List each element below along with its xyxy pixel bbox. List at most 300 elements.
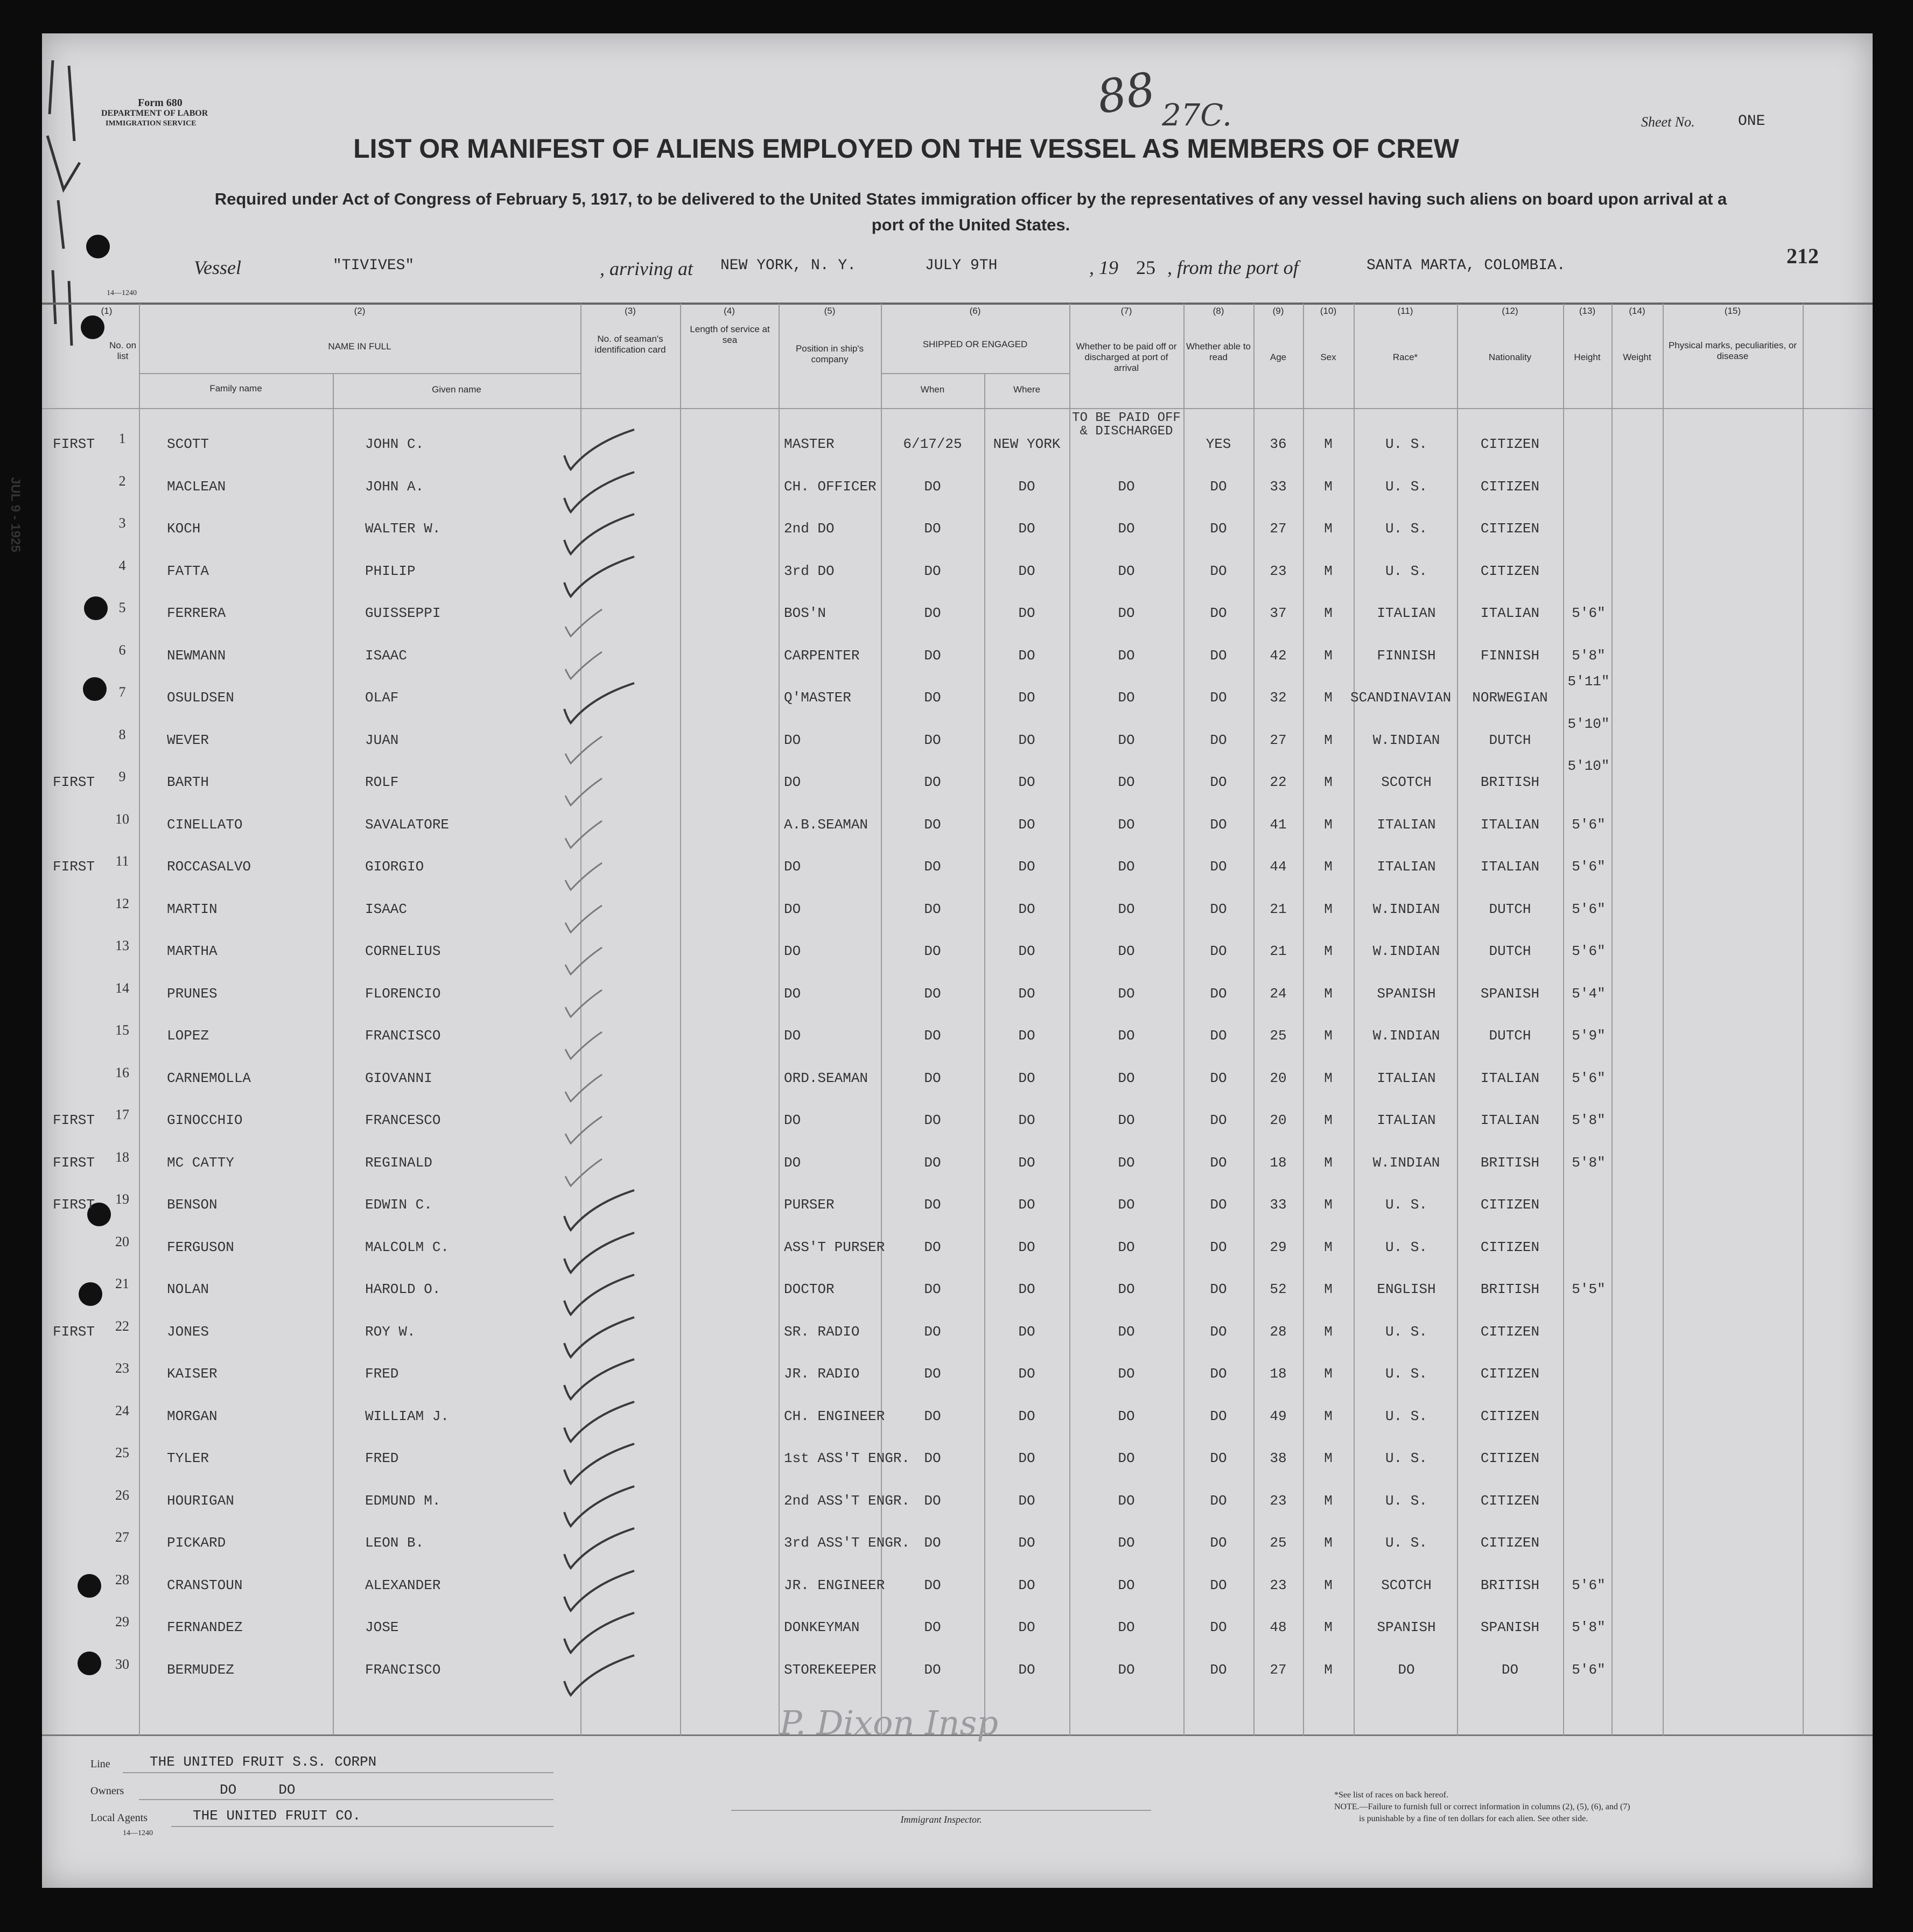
- height: 5'6": [1572, 943, 1606, 959]
- family-name: TYLER: [167, 1450, 209, 1466]
- col-num: (1): [101, 306, 113, 316]
- nationality: CITIZEN: [1480, 1408, 1540, 1424]
- col-num: (9): [1272, 306, 1284, 316]
- sex: M: [1324, 859, 1333, 875]
- row-number: 29: [115, 1614, 129, 1629]
- first-class-mark: FIRST: [53, 1112, 95, 1128]
- position: DO: [784, 943, 801, 959]
- family-name: NEWMANN: [167, 647, 226, 664]
- paid-off: DO: [1118, 774, 1135, 790]
- inspector-label: Immigrant Inspector.: [900, 1814, 982, 1825]
- shipped-when: DO: [924, 690, 941, 706]
- crew-row: [42, 895, 1873, 943]
- given-name: JUAN: [365, 732, 399, 748]
- penalty-note-1: NOTE.—Failure to furnish full or correct information in columns (2), (5), (6), and (7): [1334, 1802, 1630, 1811]
- shipped-when: DO: [924, 1070, 941, 1086]
- row-number: 23: [115, 1360, 129, 1376]
- position: A.B.SEAMAN: [784, 816, 868, 833]
- inspector-signature: P. Dixon Insp: [780, 1703, 998, 1743]
- id-card-checkmark: [559, 808, 645, 856]
- shipped-when: DO: [924, 901, 941, 917]
- shipped-where: DO: [1018, 1323, 1035, 1340]
- nationality: CITIZEN: [1480, 436, 1540, 452]
- able-to-read: DO: [1210, 901, 1227, 917]
- race: ITALIAN: [1377, 605, 1436, 621]
- shipped-when: DO: [924, 1154, 941, 1171]
- crew-row: [42, 1064, 1873, 1112]
- manifest-sheet: [8, 33, 1873, 1888]
- sex: M: [1324, 1492, 1333, 1509]
- sex: M: [1324, 1323, 1333, 1340]
- age: 20: [1270, 1070, 1287, 1086]
- shipped-when: DO: [924, 1323, 941, 1340]
- col-num: (13): [1579, 306, 1596, 316]
- age: 25: [1270, 1028, 1287, 1044]
- position: CH. OFFICER: [784, 478, 877, 495]
- race: U. S.: [1385, 1239, 1427, 1255]
- given-name: OLAF: [365, 690, 399, 706]
- paid-off: DO: [1118, 985, 1135, 1002]
- age: 18: [1270, 1366, 1287, 1382]
- crew-row: [42, 853, 1873, 901]
- col-num: (10): [1320, 306, 1337, 316]
- able-to-read: DO: [1210, 1112, 1227, 1128]
- paid-off: DO: [1118, 901, 1135, 917]
- handwritten-number: 88: [1093, 62, 1159, 124]
- position: JR. RADIO: [784, 1366, 860, 1382]
- position: 2nd DO: [784, 521, 835, 537]
- given-name: PHILIP: [365, 563, 416, 579]
- height: 5'6": [1572, 605, 1606, 621]
- able-to-read: DO: [1210, 1450, 1227, 1466]
- crew-row: [42, 1614, 1873, 1661]
- shipped-where: DO: [1018, 1492, 1035, 1509]
- race: SCOTCH: [1381, 1577, 1432, 1593]
- from-label: , from the port of: [1167, 257, 1299, 278]
- paid-off: DO: [1118, 1154, 1135, 1171]
- id-card-checkmark: [559, 512, 645, 560]
- age: 18: [1270, 1154, 1287, 1171]
- id-card-checkmark: [559, 1104, 645, 1152]
- given-name: FLORENCIO: [365, 985, 441, 1002]
- paid-off: DO: [1118, 732, 1135, 748]
- age: 48: [1270, 1619, 1287, 1635]
- shipped-where: DO: [1018, 1619, 1035, 1635]
- age: 32: [1270, 690, 1287, 706]
- shipped-when: DO: [924, 732, 941, 748]
- col-head-paid-off: Whether to be paid off or discharged at port of arrival: [1076, 341, 1177, 373]
- family-name: CRANSTOUN: [167, 1577, 243, 1593]
- nationality: BRITISH: [1480, 774, 1540, 790]
- crew-row: [42, 1529, 1873, 1577]
- paid-off: DO: [1118, 1281, 1135, 1297]
- id-card-checkmark: [559, 765, 645, 814]
- height: 5'8": [1572, 647, 1606, 664]
- family-name: FERRERA: [167, 605, 226, 621]
- row-number: 11: [115, 853, 129, 869]
- arrival-date: JULY 9TH: [925, 257, 998, 274]
- paid-off: DO: [1118, 1323, 1135, 1340]
- row-number: 17: [115, 1107, 129, 1122]
- id-card-checkmark: [559, 1569, 645, 1617]
- given-name: ROY W.: [365, 1323, 416, 1340]
- crew-row: [42, 411, 1873, 478]
- height: 5'6": [1572, 1070, 1606, 1086]
- paid-off: DO: [1118, 816, 1135, 833]
- race: U. S.: [1385, 478, 1427, 495]
- id-card-checkmark: [559, 850, 645, 898]
- page-title: LIST OR MANIFEST OF ALIENS EMPLOYED ON THE VESSEL AS MEMBERS OF CREW: [353, 134, 1459, 164]
- sex: M: [1324, 1577, 1333, 1593]
- position: DO: [784, 1028, 801, 1044]
- shipped-where: DO: [1018, 647, 1035, 664]
- height: 5'10": [1567, 715, 1610, 732]
- age: 28: [1270, 1323, 1287, 1340]
- paid-off: DO: [1118, 1070, 1135, 1086]
- crew-row: [42, 1107, 1873, 1154]
- age: 41: [1270, 816, 1287, 833]
- able-to-read: DO: [1210, 1661, 1227, 1678]
- col-head-id-card: No. of seaman's identification card: [594, 334, 666, 355]
- given-name: WALTER W.: [365, 521, 441, 537]
- id-card-checkmark: [559, 1400, 645, 1448]
- col-head-length: Length of service at sea: [690, 324, 770, 345]
- height: 5'6": [1572, 816, 1606, 833]
- shipped-where: DO: [1018, 985, 1035, 1002]
- race: U. S.: [1385, 1450, 1427, 1466]
- given-name: GIORGIO: [365, 859, 424, 875]
- crew-row: [42, 557, 1873, 605]
- id-card-checkmark: [559, 1442, 645, 1490]
- sex: M: [1324, 1112, 1333, 1128]
- height: 5'11": [1567, 673, 1610, 690]
- col-head-name: NAME IN FULL: [328, 341, 391, 352]
- shipped-where: DO: [1018, 1535, 1035, 1551]
- nationality: NORWEGIAN: [1472, 690, 1548, 706]
- id-card-checkmark: [559, 596, 645, 645]
- race: SCANDINAVIAN: [1350, 690, 1452, 706]
- shipped-where: DO: [1018, 732, 1035, 748]
- given-name: SAVALATORE: [365, 816, 450, 833]
- family-name: ROCCASALVO: [167, 859, 251, 875]
- nationality: CITIZEN: [1480, 1239, 1540, 1255]
- position: 1st ASS'T ENGR.: [784, 1450, 910, 1466]
- paid-off: DO: [1118, 1028, 1135, 1044]
- shipped-when: DO: [924, 985, 941, 1002]
- able-to-read: DO: [1210, 732, 1227, 748]
- age: 23: [1270, 1577, 1287, 1593]
- nationality: CITIZEN: [1480, 478, 1540, 495]
- family-name: FATTA: [167, 563, 209, 579]
- col-num: (14): [1629, 306, 1645, 316]
- height: 5'5": [1572, 1281, 1606, 1297]
- shipped-when: DO: [924, 563, 941, 579]
- family-name: BERMUDEZ: [167, 1661, 234, 1678]
- paid-off: DO: [1118, 647, 1135, 664]
- form-label: Form 680: [138, 97, 183, 109]
- id-card-checkmark: [559, 1484, 645, 1533]
- age: 52: [1270, 1281, 1287, 1297]
- row-number: 16: [115, 1064, 129, 1080]
- race: U. S.: [1385, 1323, 1427, 1340]
- nationality: BRITISH: [1480, 1281, 1540, 1297]
- row-number: 13: [115, 938, 129, 953]
- age: 44: [1270, 859, 1287, 875]
- nationality: CITIZEN: [1480, 1492, 1540, 1509]
- family-name: MC CATTY: [167, 1154, 234, 1171]
- position: SR. RADIO: [784, 1323, 860, 1340]
- age: 23: [1270, 1492, 1287, 1509]
- shipped-where: DO: [1018, 1154, 1035, 1171]
- shipped-where: DO: [1018, 1239, 1035, 1255]
- service-label: IMMIGRATION SERVICE: [106, 120, 197, 128]
- col-head-position: Position in ship's company: [795, 343, 864, 364]
- paid-off: DO: [1118, 1661, 1135, 1678]
- table-top-rule: [42, 303, 1873, 305]
- able-to-read: DO: [1210, 647, 1227, 664]
- able-to-read: DO: [1210, 690, 1227, 706]
- sex: M: [1324, 647, 1333, 664]
- given-name: FRANCISCO: [365, 1661, 441, 1678]
- able-to-read: DO: [1210, 1619, 1227, 1635]
- shipped-when: DO: [924, 1112, 941, 1128]
- nationality: BRITISH: [1480, 1577, 1540, 1593]
- position: 3rd ASS'T ENGR.: [784, 1535, 910, 1551]
- family-name: MARTIN: [167, 901, 218, 917]
- sex: M: [1324, 1450, 1333, 1466]
- able-to-read: DO: [1210, 816, 1227, 833]
- age: 22: [1270, 774, 1287, 790]
- shipped-when: DO: [924, 521, 941, 537]
- races-note: *See list of races on back hereof.: [1334, 1790, 1448, 1800]
- nationality: ITALIAN: [1480, 1070, 1540, 1086]
- able-to-read: DO: [1210, 521, 1227, 537]
- sex: M: [1324, 1366, 1333, 1382]
- paid-off: DO: [1118, 605, 1135, 621]
- able-to-read: DO: [1210, 943, 1227, 959]
- crew-row: [42, 1445, 1873, 1492]
- row-number: 8: [118, 726, 126, 742]
- shipped-where: DO: [1018, 1112, 1035, 1128]
- arriving-label: , arriving at: [600, 258, 693, 279]
- nationality: DO: [1501, 1661, 1519, 1678]
- id-card-checkmark: [559, 1653, 645, 1702]
- sex: M: [1324, 1070, 1333, 1086]
- id-card-checkmark: [559, 1146, 645, 1195]
- family-name: BENSON: [167, 1197, 218, 1213]
- line-label: Line: [90, 1758, 110, 1770]
- shipped-where: DO: [1018, 563, 1035, 579]
- shipped-when: DO: [924, 647, 941, 664]
- sex: M: [1324, 1281, 1333, 1297]
- id-card-checkmark: [559, 1526, 645, 1575]
- row-number: 26: [115, 1487, 129, 1503]
- shipped-when: DO: [924, 1450, 941, 1466]
- line-value: THE UNITED FRUIT S.S. CORPN: [150, 1754, 377, 1770]
- id-card-checkmark: [559, 1273, 645, 1321]
- age: 36: [1270, 436, 1287, 452]
- sex: M: [1324, 1197, 1333, 1213]
- paid-off: DO: [1118, 563, 1135, 579]
- able-to-read: DO: [1210, 1070, 1227, 1086]
- sex: M: [1324, 521, 1333, 537]
- given-name: CORNELIUS: [365, 943, 441, 959]
- height: 5'6": [1572, 859, 1606, 875]
- shipped-when: DO: [924, 1197, 941, 1213]
- id-card-checkmark: [559, 1188, 645, 1237]
- sex: M: [1324, 563, 1333, 579]
- row-number: 3: [118, 515, 126, 531]
- id-card-checkmark: [559, 639, 645, 687]
- family-name: PICKARD: [167, 1535, 226, 1551]
- position: PURSER: [784, 1197, 835, 1213]
- able-to-read: DO: [1210, 1535, 1227, 1551]
- race: U. S.: [1385, 436, 1427, 452]
- footer-rule: [171, 1826, 553, 1827]
- nationality: SPANISH: [1480, 985, 1540, 1002]
- arrival-port: NEW YORK, N. Y.: [720, 257, 857, 274]
- paid-off: DO: [1118, 859, 1135, 875]
- race: ENGLISH: [1377, 1281, 1436, 1297]
- family-name: HOURIGAN: [167, 1492, 234, 1509]
- family-name: NOLAN: [167, 1281, 209, 1297]
- age: 29: [1270, 1239, 1287, 1255]
- footer-rule: [123, 1772, 553, 1773]
- col-head-given: Given name: [432, 384, 481, 395]
- position: DO: [784, 1112, 801, 1128]
- race: U. S.: [1385, 521, 1427, 537]
- age: 24: [1270, 985, 1287, 1002]
- arrival-year: 25: [1136, 257, 1155, 278]
- able-to-read: DO: [1210, 985, 1227, 1002]
- family-name: JONES: [167, 1323, 209, 1340]
- race: W.INDIAN: [1372, 901, 1440, 917]
- position: DOCTOR: [784, 1281, 835, 1297]
- able-to-read: DO: [1210, 1154, 1227, 1171]
- col-head-race: Race*: [1392, 352, 1418, 362]
- age: 25: [1270, 1535, 1287, 1551]
- able-to-read: DO: [1210, 1281, 1227, 1297]
- nationality: BRITISH: [1480, 1154, 1540, 1171]
- age: 38: [1270, 1450, 1287, 1466]
- sex: M: [1324, 901, 1333, 917]
- row-number: 24: [115, 1402, 129, 1418]
- id-card-checkmark: [559, 935, 645, 983]
- shipped-when: DO: [924, 1661, 941, 1678]
- position: DO: [784, 901, 801, 917]
- col-head-when: When: [920, 384, 945, 395]
- able-to-read: DO: [1210, 478, 1227, 495]
- position: DO: [784, 859, 801, 875]
- position: DO: [784, 774, 801, 790]
- family-name: KAISER: [167, 1366, 218, 1382]
- given-name: LEON B.: [365, 1535, 424, 1551]
- row-number: 27: [115, 1529, 129, 1545]
- position: CARPENTER: [784, 647, 860, 664]
- paid-off: DO: [1118, 1450, 1135, 1466]
- nationality: CITIZEN: [1480, 1366, 1540, 1382]
- col-head-shipped: SHIPPED OR ENGAGED: [922, 339, 1028, 349]
- shipped-where: DO: [1018, 859, 1035, 875]
- race: SPANISH: [1377, 985, 1436, 1002]
- row-number: 25: [115, 1445, 129, 1460]
- col-num: (15): [1724, 306, 1741, 316]
- able-to-read: DO: [1210, 563, 1227, 579]
- age: 42: [1270, 647, 1287, 664]
- paid-off: DO: [1118, 1577, 1135, 1593]
- shipped-where: DO: [1018, 1070, 1035, 1086]
- nationality: FINNISH: [1480, 647, 1540, 664]
- col-head-age: Age: [1270, 352, 1287, 362]
- given-name: GUISSEPPI: [365, 605, 441, 621]
- id-card-checkmark: [559, 977, 645, 1025]
- race: U. S.: [1385, 1492, 1427, 1509]
- shipped-when: DO: [924, 478, 941, 495]
- position: ORD.SEAMAN: [784, 1070, 868, 1086]
- race: U. S.: [1385, 1197, 1427, 1213]
- given-name: FRANCISCO: [365, 1028, 441, 1044]
- race: DO: [1398, 1661, 1415, 1678]
- shipped-where: DO: [1018, 901, 1035, 917]
- position: 2nd ASS'T ENGR.: [784, 1492, 910, 1509]
- able-to-read: DO: [1210, 1323, 1227, 1340]
- crew-row: [42, 1402, 1873, 1450]
- age: 33: [1270, 1197, 1287, 1213]
- col-head-marks: Physical marks, peculiarities, or disease: [1668, 340, 1797, 361]
- race: SPANISH: [1377, 1619, 1436, 1635]
- age: 49: [1270, 1408, 1287, 1424]
- shipped-when: DO: [924, 1492, 941, 1509]
- sex: M: [1324, 1661, 1333, 1678]
- position: JR. ENGINEER: [784, 1577, 885, 1593]
- position: MASTER: [784, 436, 835, 452]
- footer-form-code: 14—1240: [123, 1829, 153, 1837]
- col-num: (7): [1120, 306, 1132, 316]
- given-name: FRED: [365, 1450, 399, 1466]
- id-card-checkmark: [559, 1019, 645, 1067]
- col-num: (6): [969, 306, 981, 316]
- sex: M: [1324, 985, 1333, 1002]
- race: SCOTCH: [1381, 774, 1432, 790]
- sex: M: [1324, 1028, 1333, 1044]
- age: 37: [1270, 605, 1287, 621]
- shipped-when: DO: [924, 1281, 941, 1297]
- paid-off: TO BE PAID OFF & DISCHARGED: [1072, 411, 1181, 439]
- family-name: CARNEMOLLA: [167, 1070, 251, 1086]
- given-name: EDMUND M.: [365, 1492, 441, 1509]
- family-name: MORGAN: [167, 1408, 218, 1424]
- year-prefix: , 19: [1089, 257, 1118, 278]
- age: 23: [1270, 563, 1287, 579]
- penalty-note-2: is punishable by a fine of ten dollars for each alien. See other side.: [1359, 1814, 1588, 1823]
- age: 21: [1270, 943, 1287, 959]
- sex: M: [1324, 816, 1333, 833]
- shipped-where: DO: [1018, 605, 1035, 621]
- sex: M: [1324, 943, 1333, 959]
- shipped-where: DO: [1018, 478, 1035, 495]
- shipped-when: DO: [924, 1535, 941, 1551]
- nationality: CITIZEN: [1480, 1450, 1540, 1466]
- row-number: 28: [115, 1571, 129, 1587]
- age: 27: [1270, 521, 1287, 537]
- col-head-no: No. on list: [109, 340, 137, 361]
- nationality: ITALIAN: [1480, 859, 1540, 875]
- nationality: DUTCH: [1489, 1028, 1531, 1044]
- paid-off: DO: [1118, 1366, 1135, 1382]
- header-bottom-rule: [42, 408, 1873, 409]
- height: 5'6": [1572, 901, 1606, 917]
- shipped-where: DO: [1018, 521, 1035, 537]
